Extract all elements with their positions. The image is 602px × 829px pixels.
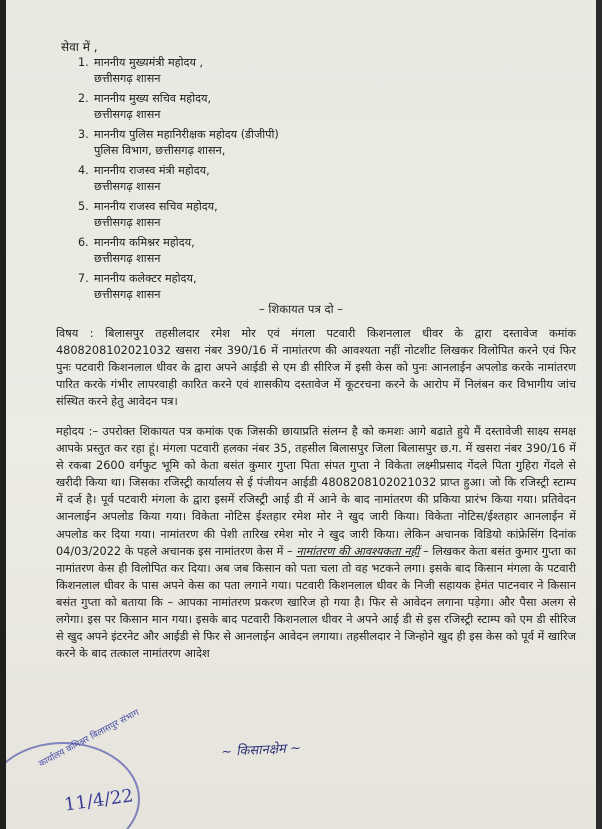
recipient-title: माननीय राजस्व सचिव महोदय, <box>94 200 218 213</box>
recipient-title: माननीय पुलिस महानिरीक्षक महोदय (डीजीपी) <box>94 128 279 141</box>
stamp-date: 11/4/22 <box>62 785 135 816</box>
recipient-list <box>78 55 279 307</box>
recipient-item <box>78 55 279 87</box>
recipient-item <box>78 199 279 231</box>
recipient-item <box>78 163 279 195</box>
body-text-continued: – लिखकर केता बसंत कुमार गुप्ता का नामांतरण केस ही विलोपित कर दिया। अब जब किसान को पता चला तो वह भटकने लगा। इसके बाद किसान मंगला के पटवारी किशनलाल धीवर के पास अपने केस का पता लगाने गया। पटवारी किशनलाल धीवर के निजी सहायक हेमंत पाटनवार ने किसान बसंत गुप्ता को बताया कि – आपका नामांतरण प्रकरण खारिज हो गया है। फिर से आवेदन लगाना पड़ेगा। और पैसा अलग से लगेगा। इस पर किसान मान गया। इसके बाद पटवारी किशनलाल धीवर ने अपने आई डी से इस रजिस्ट्री स्टाम्प को एम डी सीरिज से खुद अपने इंटरनेट और आईडी से फिर से आनलाईन आवेदन लगाया। तहसीलदार ने जिन्होने खुद ही इस केस को पूर्व में खारिज करने के बाद तत्काल नामांतरण आदेश <box>56 544 577 661</box>
subject-paragraph: विषय : बिलासपुर तहसीलदार रमेश मोर एवं मंगला पटवारी किशनलाल धीवर के द्वारा दस्तावेज कमांक 4808208102021032 खसरा नंबर 390/16 में नामांतरण की आवश्यता नहीं नोटशीट लिखकर विलोपित करने एवं फिर पुनः पटवारी किशनलाल धीवर के द्वारा अपने आईडी से एम डी सीरिज में इसी केस को पुनः आनलाईन अपलोड करके नामांतरण पारित करके गंभीर लापरवाही कारित करने एवं शासकीय दस्तावेज में कूटरचना करने के आरोप में निलंबन कर विभागीय जांच संस्थित करने हेतु आवेदन पत्र। <box>56 327 576 409</box>
recipient-title: माननीय कमिश्नर महोदय, <box>94 236 195 249</box>
recipient-title: माननीय कलेक्टर महोदय, <box>94 272 197 285</box>
underlined-phrase: नामांतरण की आवश्यकता नहीं <box>296 544 420 558</box>
letter-page <box>6 0 596 829</box>
handwritten-signature: ~ किसानक्षेम ~ <box>220 740 302 761</box>
body-text: महोदय :– उपरोक्त शिकायत पत्र कमांक एक जिसकी छायाप्रति संलग्न है को कमशः आगे बढाते हुये मैं दस्तावेजी साक्ष्य समक्ष आपके प्रस्तुत कर रहा हूं। मंगला पटवारी हलका नंबर 35, तहसील बिलासपुर जिला बिलासपुर छ.ग. में खसरा नंबर 390/16 में से रकबा 2600 वर्गफुट भूमि को केता बसंत कुमार गुप्ता पिता संपत गुप्ता ने विकेता लक्ष्मीप्रसाद गेंदले पिता गुहिरा गेंदले से खरीदी किया था। जिसका रजिस्ट्री कार्यालय से ई पंजीयन आईडी 4808208102021032 प्राप्त हुआ। जो कि रजिस्ट्री स्टाम्प में दर्ज है। पूर्व पटवारी मंगला के द्वारा इसमें रजिस्ट्री आई डी में आने के बाद नामांतरण की प्रकिया प्रारंभ किया गया। प्रतिवेदन आनलाईन अपलोड किया गया। विकेता नोटिस ईश्तहार रमेश मोर ने खुद जारी किया। विकेता नोटिस/ईश्तहार आनलाईन में अपलोड कर दिया गया। नामांतरण की पेशी तारिख रमेश मोर ने खुद जारी किया। लेकिन अचानक विडियो कांफ्रेसिंग दिनांक 04/03/2022 के पहले अचानक इस नामांतरण केस में – <box>56 425 576 558</box>
recipient-title: माननीय मुख्यमंत्री महोदय , <box>94 56 204 69</box>
recipient-item <box>78 127 279 159</box>
recipient-office: छत्तीसगढ़ शासन <box>94 288 161 301</box>
recipient-number: 6. <box>78 236 89 249</box>
recipient-office: छत्तीसगढ़ शासन <box>94 216 161 229</box>
salutation: सेवा में , <box>61 40 98 54</box>
office-stamp <box>6 742 140 829</box>
recipient-number: 3. <box>78 128 89 141</box>
stamp-text: कार्यालय कमिश्नर बिलासपुर संभाग <box>37 708 141 770</box>
letter-title: – शिकायत पत्र दो – <box>259 302 343 316</box>
recipient-number: 5. <box>78 200 89 213</box>
recipient-title: माननीय मुख्य सचिव महोदय, <box>94 92 212 105</box>
recipient-office: छत्तीसगढ़ शासन <box>94 180 161 193</box>
recipient-office: पुलिस विभाग, छत्तीसगढ़ शासन, <box>94 144 226 157</box>
recipient-item <box>78 271 279 303</box>
recipient-number: 7. <box>78 272 89 285</box>
recipient-item <box>78 91 279 123</box>
recipient-office: छत्तीसगढ़ शासन <box>94 72 161 85</box>
recipient-office: छत्तीसगढ़ शासन <box>94 108 161 121</box>
recipient-office: छत्तीसगढ़ शासन <box>94 252 161 265</box>
recipient-title: माननीय राजस्व मंत्री महोदय, <box>94 164 210 177</box>
body-paragraph <box>56 423 576 662</box>
recipient-number: 4. <box>78 164 89 177</box>
recipient-number: 2. <box>78 92 89 105</box>
recipient-item <box>78 235 279 267</box>
recipient-number: 1. <box>78 56 89 69</box>
